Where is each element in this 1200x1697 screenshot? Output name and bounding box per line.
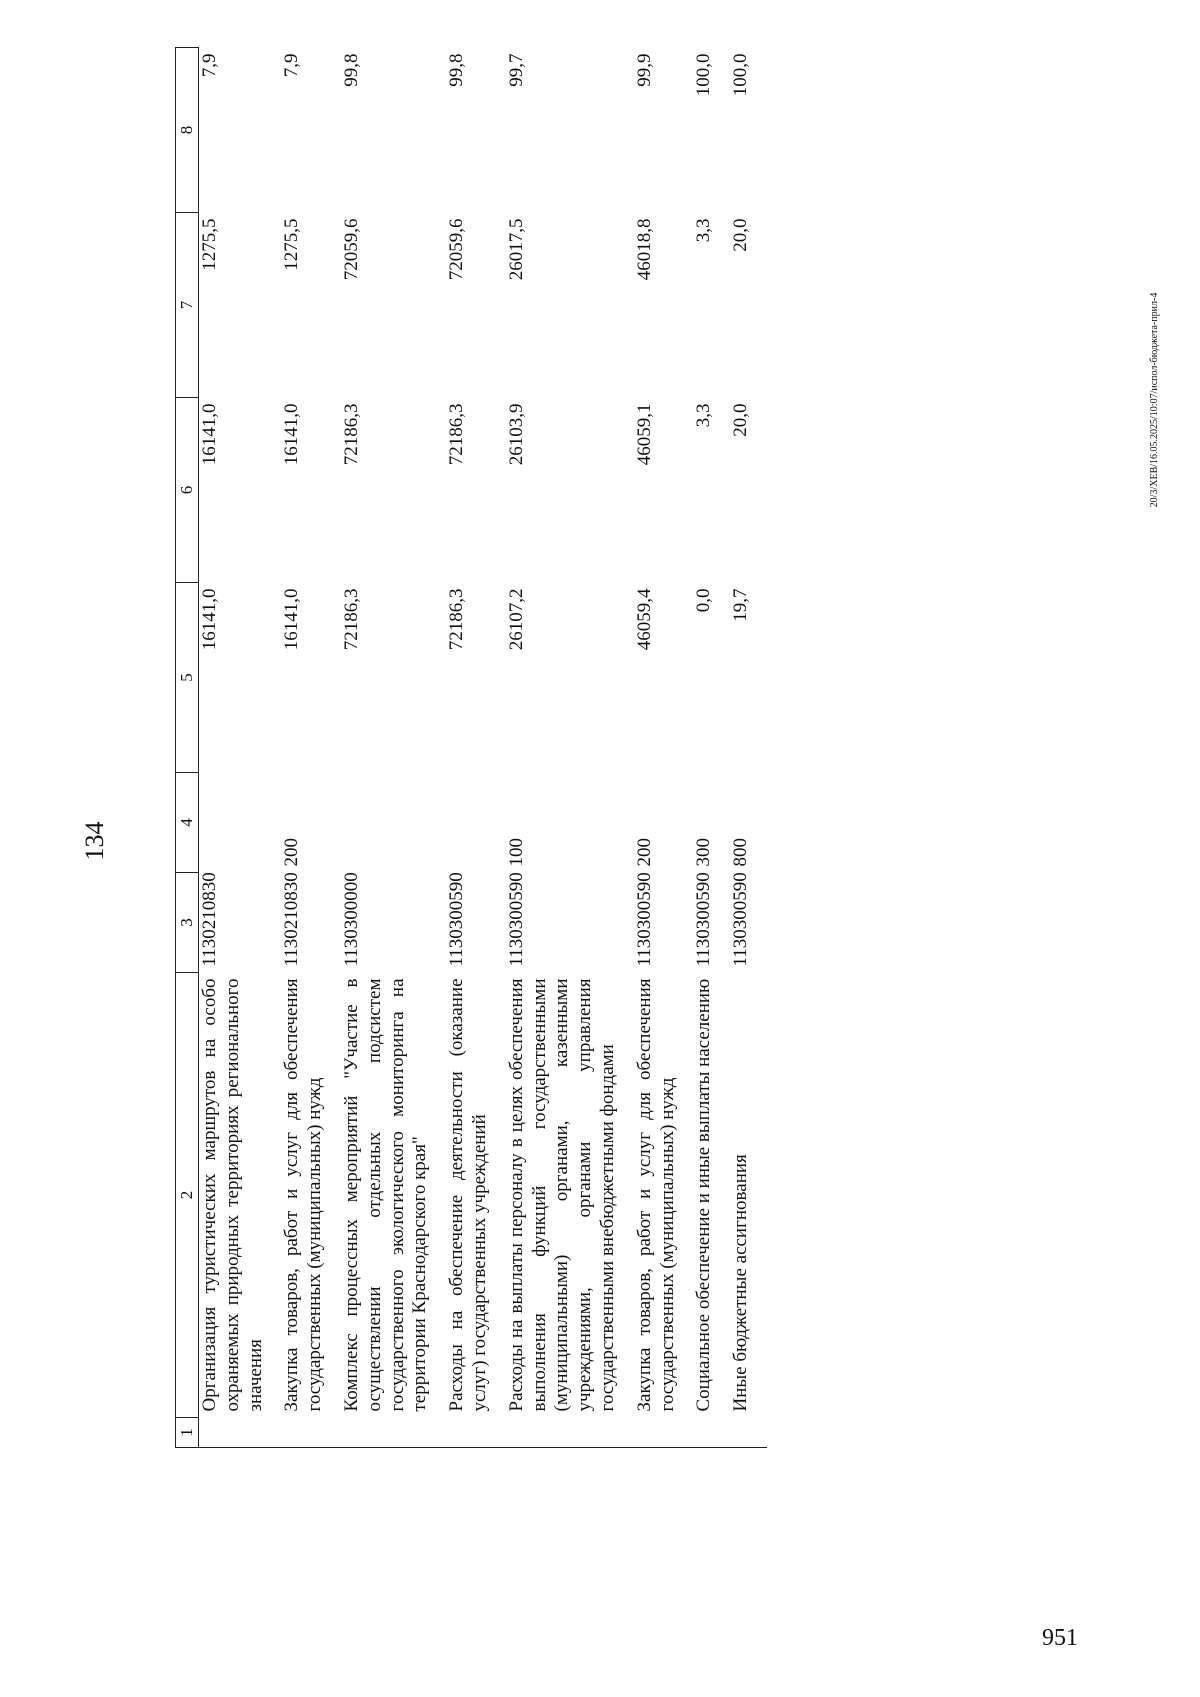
header-col-3: 3 <box>176 873 199 973</box>
cell-expense-type: 200 <box>633 838 655 867</box>
header-col-1: 1 <box>176 1418 199 1448</box>
cell-col-1 <box>281 1418 341 1448</box>
header-col-4: 4 <box>176 773 199 873</box>
cell-col-8: 7,9 <box>281 53 303 78</box>
cell-col-7: 46018,8 <box>633 218 655 281</box>
cell-col-7: 26017,5 <box>505 218 527 281</box>
cell-col-8: 100,0 <box>730 53 752 97</box>
cell-col-8: 100,0 <box>693 53 715 97</box>
table-row <box>341 48 446 1448</box>
cell-expense-type: 200 <box>281 838 303 867</box>
cell-col-8: 99,8 <box>446 53 468 87</box>
cell-expense-type: 300 <box>693 838 715 867</box>
budget-table-container <box>175 48 960 1448</box>
header-col-6: 6 <box>176 398 199 583</box>
cell-target-code: 1130300590 <box>446 872 468 967</box>
cell-col-7: 20,0 <box>730 218 752 252</box>
cell-name: Комплекс процессных мероприятий "Участие в осуществлении отдельных подсистем государственного экологического мониторинга на территории Краснодарского края" <box>340 978 431 1412</box>
cell-expense-type: 100 <box>505 838 527 867</box>
budget-table <box>175 47 767 1448</box>
cell-expense-type <box>199 773 282 873</box>
cell-col-5: 72186,3 <box>446 588 468 651</box>
cell-expense-type <box>446 773 506 873</box>
table-row <box>730 48 767 1448</box>
cell-target-code: 1130300590 <box>505 872 527 967</box>
cell-col-6: 46059,1 <box>633 403 655 466</box>
cell-name: Организация туристических маршрутов на особо охраняемых природных территориях регионального значения <box>199 978 266 1412</box>
cell-col-5: 72186,3 <box>340 588 362 651</box>
cell-col-1 <box>730 1418 767 1448</box>
cell-name: Закупка товаров, работ и услуг для обеспечения государственных (муниципальных) нужд <box>633 978 678 1412</box>
cell-col-6: 16141,0 <box>281 403 303 466</box>
cell-col-1 <box>446 1418 506 1448</box>
cell-col-7: 1275,5 <box>199 218 220 271</box>
table-row <box>634 48 694 1448</box>
cell-name: Социальное обеспечение и иные выплаты населению <box>693 978 715 1412</box>
cell-target-code: 1130300000 <box>340 872 362 967</box>
cell-col-8: 99,9 <box>633 53 655 87</box>
cell-name: Расходы на выплаты персоналу в целях обеспечения выполнения функций государственными (муниципальными) органами, казенными учреждениями, органами управления государственными внебюджетными фондами <box>505 978 618 1412</box>
cell-col-7: 72059,6 <box>446 218 468 281</box>
cell-name: Расходы на обеспечение деятельности (оказание услуг) государственных учреждений <box>446 978 490 1412</box>
footer-code: 20/3/ХЕВ/16.05.2025/10:07/испол-бюджета-прил-4 <box>1149 292 1160 508</box>
cell-target-code: 1130300590 <box>633 872 655 967</box>
cell-col-7: 72059,6 <box>340 218 362 281</box>
table-header-row <box>176 48 199 1448</box>
cell-target-code: 1130300590 <box>693 872 715 967</box>
cell-col-5: 16141,0 <box>281 588 303 651</box>
header-col-5: 5 <box>176 583 199 773</box>
cell-name: Закупка товаров, работ и услуг для обеспечения государственных (муниципальных) нужд <box>281 978 326 1412</box>
cell-col-5: 19,7 <box>730 588 752 622</box>
page-number: 134 <box>80 821 109 861</box>
cell-col-1 <box>341 1418 446 1448</box>
header-col-7: 7 <box>176 213 199 398</box>
cell-col-7: 1275,5 <box>281 218 303 271</box>
cell-expense-type: 800 <box>730 838 752 867</box>
cell-col-8: 99,7 <box>505 53 527 87</box>
cell-col-6: 72186,3 <box>340 403 362 466</box>
cell-col-1 <box>506 1418 634 1448</box>
cell-col-5: 16141,0 <box>199 588 220 651</box>
cell-col-6: 3,3 <box>693 403 715 428</box>
table-row <box>199 48 282 1448</box>
cell-col-5: 46059,4 <box>633 588 655 651</box>
cell-expense-type <box>341 773 446 873</box>
cell-col-1 <box>693 1418 730 1448</box>
cell-col-8: 7,9 <box>199 53 220 78</box>
cell-col-1 <box>199 1418 282 1448</box>
header-col-8: 8 <box>176 48 199 213</box>
cell-col-6: 16141,0 <box>199 403 220 466</box>
table-row <box>446 48 506 1448</box>
cell-col-6: 20,0 <box>730 403 752 437</box>
cell-col-7: 3,3 <box>693 218 715 243</box>
cell-col-5: 0,0 <box>693 588 715 613</box>
table-row <box>693 48 730 1448</box>
table-row <box>281 48 341 1448</box>
cell-col-1 <box>634 1418 694 1448</box>
table-row <box>506 48 634 1448</box>
cell-col-8: 99,8 <box>340 53 362 87</box>
cell-target-code: 1130300590 <box>730 872 752 967</box>
cell-target-code: 1130210830 <box>199 872 220 967</box>
sheet-number: 951 <box>1042 1625 1078 1651</box>
cell-col-5: 26107,2 <box>505 588 527 651</box>
cell-target-code: 1130210830 <box>281 872 303 967</box>
cell-name: Иные бюджетные ассигнования <box>730 1154 752 1412</box>
cell-col-6: 26103,9 <box>505 403 527 466</box>
cell-col-6: 72186,3 <box>446 403 468 466</box>
header-col-2: 2 <box>176 973 199 1418</box>
